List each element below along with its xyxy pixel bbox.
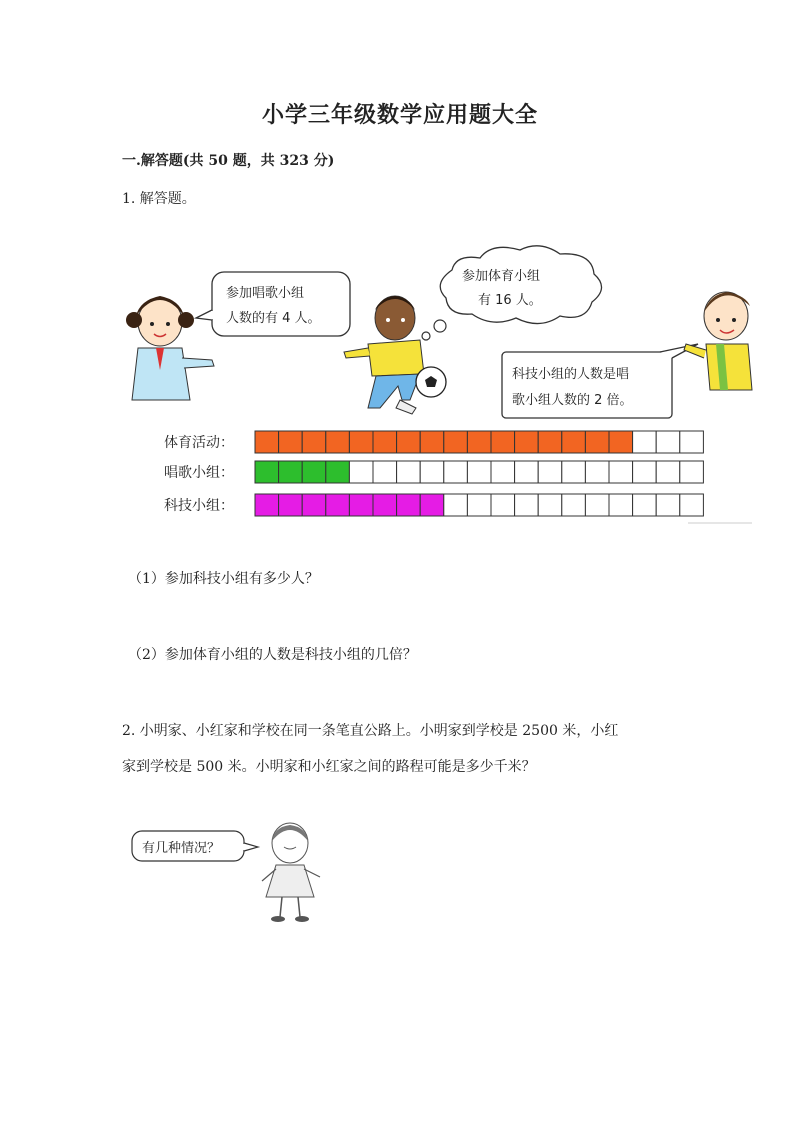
empty-cell — [656, 431, 680, 453]
empty-cell — [538, 461, 562, 483]
right-speech-bubble — [502, 344, 698, 418]
filled-cell — [279, 461, 303, 483]
boy-bubble-line-2: 有 16 人。 — [478, 293, 542, 308]
sub-question-2: （2）参加体育小组的人数是科技小组的几倍？ — [128, 647, 417, 663]
empty-cell — [538, 494, 562, 516]
filled-cell — [349, 431, 373, 453]
filled-cell — [302, 431, 326, 453]
empty-cell — [656, 461, 680, 483]
filled-cell — [420, 431, 444, 453]
empty-cell — [633, 494, 657, 516]
filled-cell — [373, 431, 397, 453]
page-title: 小学三年级数学应用题大全 — [261, 102, 538, 128]
empty-cell — [633, 431, 657, 453]
girl-bubble-line-1: 参加唱歌小组 — [226, 286, 305, 301]
empty-cell — [491, 461, 515, 483]
empty-cell — [562, 494, 586, 516]
girl-bubble-line-2: 人数的有 4 人。 — [226, 311, 321, 326]
empty-cell — [656, 494, 680, 516]
empty-cell — [467, 494, 491, 516]
filled-cell — [279, 494, 303, 516]
question-2-line-1: 2. 小明家、小红家和学校在同一条笔直公路上。小明家到学校是 2500 米，小红 — [122, 723, 619, 739]
empty-cell — [444, 494, 468, 516]
filled-cell — [515, 431, 539, 453]
filled-cell — [538, 431, 562, 453]
boy-bubble-line-1: 参加体育小组 — [462, 269, 541, 284]
empty-cell — [373, 461, 397, 483]
empty-cell — [349, 461, 373, 483]
right-boy-illustration — [684, 292, 752, 390]
right-bubble-line-1: 科技小组的人数是唱 — [512, 367, 630, 382]
filled-cell — [326, 431, 350, 453]
filled-cell — [397, 431, 421, 453]
girl-speech-bubble — [196, 272, 350, 336]
filled-cell — [491, 431, 515, 453]
empty-cell — [609, 461, 633, 483]
filled-cell — [444, 431, 468, 453]
filled-cell — [467, 431, 491, 453]
filled-cell — [397, 494, 421, 516]
empty-cell — [467, 461, 491, 483]
empty-cell — [633, 461, 657, 483]
empty-cell — [680, 431, 704, 453]
empty-cell — [515, 461, 539, 483]
girl-sketch-illustration — [262, 823, 320, 922]
filled-cell — [255, 494, 279, 516]
empty-cell — [609, 494, 633, 516]
empty-cell — [397, 461, 421, 483]
filled-cell — [255, 431, 279, 453]
filled-cell — [373, 494, 397, 516]
question-1-figure — [120, 240, 760, 540]
filled-cell — [302, 461, 326, 483]
boy-thought-cloud — [422, 246, 602, 340]
sub-question-1: （1）参加科技小组有多少人？ — [128, 571, 319, 587]
question-1-label: 1. 解答题。 — [122, 191, 196, 207]
question-2-figure — [130, 815, 340, 930]
question-2-speech-bubble — [132, 831, 258, 861]
filled-cell — [562, 431, 586, 453]
empty-cell — [420, 461, 444, 483]
filled-cell — [609, 431, 633, 453]
filled-cell — [420, 494, 444, 516]
row-label-0: 体育活动： — [164, 435, 234, 451]
filled-cell — [279, 431, 303, 453]
question-2-line-2: 家到学校是 500 米。小明家和小红家之间的路程可能是多少千米？ — [122, 759, 536, 775]
filled-cell — [302, 494, 326, 516]
empty-cell — [585, 494, 609, 516]
empty-cell — [444, 461, 468, 483]
girl-illustration — [126, 296, 214, 400]
empty-cell — [680, 494, 704, 516]
row-label-1: 唱歌小组： — [164, 465, 234, 481]
empty-cell — [680, 461, 704, 483]
empty-cell — [515, 494, 539, 516]
filled-cell — [326, 461, 350, 483]
filled-cell — [585, 431, 609, 453]
filled-cell — [349, 494, 373, 516]
right-bubble-line-2: 歌小组人数的 2 倍。 — [512, 393, 633, 408]
filled-cell — [326, 494, 350, 516]
boy-football-illustration — [344, 296, 446, 414]
filled-cell — [255, 461, 279, 483]
row-label-2: 科技小组： — [164, 498, 234, 514]
section-heading: 一.解答题(共 50 题，共 323 分) — [122, 153, 335, 169]
empty-cell — [562, 461, 586, 483]
empty-cell — [491, 494, 515, 516]
bar-rows — [164, 431, 703, 516]
empty-cell — [585, 461, 609, 483]
question-2-bubble-text: 有几种情况？ — [142, 841, 221, 856]
